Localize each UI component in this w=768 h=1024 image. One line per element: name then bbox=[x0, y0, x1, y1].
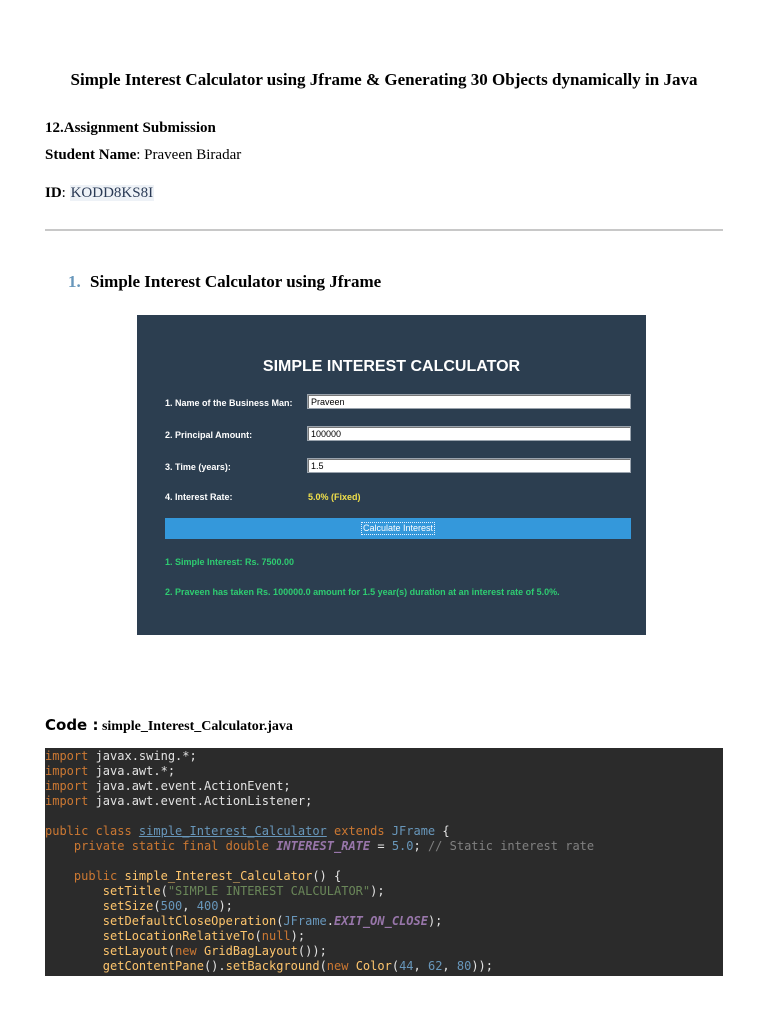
code-token: java.awt.event.ActionEvent; bbox=[88, 779, 291, 793]
section-number: 1. bbox=[68, 272, 81, 291]
code-filename: simple_Interest_Calculator.java bbox=[101, 719, 293, 734]
code-line bbox=[45, 854, 723, 869]
code-token bbox=[45, 899, 103, 913]
code-token: new bbox=[175, 944, 204, 958]
principal-label: 2. Principal Amount: bbox=[165, 430, 253, 440]
code-token: ( bbox=[254, 929, 262, 943]
assignment-heading bbox=[45, 120, 216, 137]
code-token: public bbox=[73, 869, 125, 883]
student-id-value: KODD8KS8I bbox=[70, 185, 154, 201]
code-token: 5.0 bbox=[391, 839, 414, 853]
code-token: import bbox=[45, 794, 89, 808]
code-token: import bbox=[45, 764, 89, 778]
code-line bbox=[45, 899, 723, 914]
code-token: , bbox=[182, 899, 197, 913]
code-line bbox=[45, 869, 723, 884]
code-line bbox=[45, 839, 723, 854]
code-block bbox=[45, 748, 723, 976]
calculate-button[interactable] bbox=[165, 518, 631, 539]
code-token: ); bbox=[370, 884, 385, 898]
calculate-button-label: Calculate Interest bbox=[362, 523, 434, 533]
code-token: Color bbox=[355, 959, 392, 973]
code-line bbox=[45, 779, 723, 794]
code-token: JFrame bbox=[283, 914, 327, 928]
code-token: ()); bbox=[297, 944, 327, 958]
code-token bbox=[45, 959, 103, 973]
code-token: = bbox=[370, 839, 392, 853]
code-token: java.awt.*; bbox=[88, 764, 176, 778]
code-token: setDefaultCloseOperation bbox=[102, 914, 277, 928]
code-token: javax.swing.*; bbox=[88, 749, 197, 763]
code-token: EXIT_ON_CLOSE bbox=[334, 914, 428, 928]
code-token: ( bbox=[391, 959, 400, 973]
simple-interest-result: 1. Simple Interest: Rs. 7500.00 bbox=[165, 557, 295, 567]
code-token: INTEREST_RATE bbox=[276, 839, 371, 853]
principal-input[interactable]: 100000 bbox=[307, 426, 631, 441]
summary-result: 2. Praveen has taken Rs. 100000.0 amount for 1.5 year(s) duration at an interest rate of 5.0%. bbox=[165, 587, 560, 597]
code-token: )); bbox=[471, 959, 494, 973]
code-token: ( bbox=[276, 914, 284, 928]
code-line bbox=[45, 764, 723, 779]
code-token: simple_Interest_Calculator bbox=[138, 824, 327, 838]
code-token: setBackground bbox=[225, 959, 320, 973]
code-token: , bbox=[442, 959, 457, 973]
code-token: null bbox=[261, 929, 291, 943]
section-title: Simple Interest Calculator using Jframe bbox=[90, 272, 382, 291]
horizontal-divider bbox=[45, 229, 723, 231]
rate-label: 4. Interest Rate: bbox=[165, 492, 233, 502]
name-input[interactable]: Praveen bbox=[307, 394, 631, 409]
student-id-separator: : bbox=[61, 185, 70, 201]
code-token: new bbox=[326, 959, 356, 973]
code-token: 62 bbox=[427, 959, 443, 973]
code-token: setSize bbox=[102, 899, 154, 913]
time-input[interactable]: 1.5 bbox=[307, 458, 631, 473]
code-token: ); bbox=[218, 899, 233, 913]
code-token bbox=[45, 884, 103, 898]
code-token: 44 bbox=[399, 959, 414, 973]
code-token: private static final double bbox=[73, 839, 277, 853]
code-token: ( bbox=[153, 899, 161, 913]
code-token bbox=[45, 869, 74, 883]
code-line bbox=[45, 944, 723, 959]
code-token bbox=[45, 944, 103, 958]
code-token: extends bbox=[326, 824, 392, 838]
code-token: () { bbox=[312, 869, 342, 883]
student-name-label: Student Name bbox=[45, 147, 137, 163]
code-line bbox=[45, 794, 723, 809]
code-token: setLocationRelativeTo bbox=[102, 929, 255, 943]
code-line bbox=[45, 884, 723, 899]
name-label: 1. Name of the Business Man: bbox=[165, 398, 293, 408]
code-line bbox=[45, 914, 723, 929]
student-id-label: ID bbox=[45, 185, 62, 201]
section-heading bbox=[68, 272, 381, 292]
code-token: import bbox=[45, 779, 89, 793]
code-token: 80 bbox=[456, 959, 472, 973]
code-token: { bbox=[435, 824, 450, 838]
code-line bbox=[45, 824, 723, 839]
code-token: java.awt.event.ActionListener; bbox=[88, 794, 313, 808]
code-token: getContentPane bbox=[102, 959, 204, 973]
code-token: (). bbox=[203, 959, 226, 973]
student-name-line bbox=[45, 147, 241, 164]
student-name-value: : Praveen Biradar bbox=[136, 147, 242, 163]
assignment-label: 12.Assignment Submission bbox=[45, 120, 216, 136]
code-token: ); bbox=[290, 929, 306, 943]
code-token: simple_Interest_Calculator bbox=[124, 869, 313, 883]
code-token: setTitle bbox=[102, 884, 161, 898]
code-label: Code : bbox=[45, 716, 99, 734]
code-token: setLayout bbox=[102, 944, 168, 958]
code-token bbox=[45, 839, 74, 853]
code-line bbox=[45, 959, 723, 974]
code-token: ); bbox=[427, 914, 443, 928]
code-token: ; bbox=[413, 839, 428, 853]
code-heading bbox=[45, 716, 293, 735]
calculator-window bbox=[137, 315, 646, 635]
code-token: import bbox=[45, 749, 89, 763]
code-token: // Static interest rate bbox=[427, 839, 595, 853]
code-token: "SIMPLE INTEREST CALCULATOR" bbox=[167, 884, 371, 898]
code-token: 500 bbox=[160, 899, 183, 913]
code-line bbox=[45, 929, 723, 944]
code-token: ( bbox=[160, 884, 168, 898]
code-token bbox=[45, 914, 103, 928]
code-token: JFrame bbox=[391, 824, 436, 838]
code-token: , bbox=[413, 959, 428, 973]
time-label: 3. Time (years): bbox=[165, 462, 231, 472]
document-title: Simple Interest Calculator using Jframe & Generating 30 Objects dynamically in Java bbox=[70, 70, 698, 89]
student-id-line bbox=[45, 185, 154, 202]
code-token: GridBagLayout bbox=[203, 944, 298, 958]
code-token: public class bbox=[45, 824, 139, 838]
code-token: ( bbox=[167, 944, 176, 958]
code-line bbox=[45, 809, 723, 824]
code-token: . bbox=[326, 914, 335, 928]
rate-value: 5.0% (Fixed) bbox=[308, 492, 361, 502]
code-token: 400 bbox=[196, 899, 219, 913]
calculator-title: SIMPLE INTEREST CALCULATOR bbox=[262, 358, 521, 375]
code-token: ( bbox=[319, 959, 327, 973]
code-line bbox=[45, 749, 723, 764]
code-token bbox=[45, 929, 103, 943]
